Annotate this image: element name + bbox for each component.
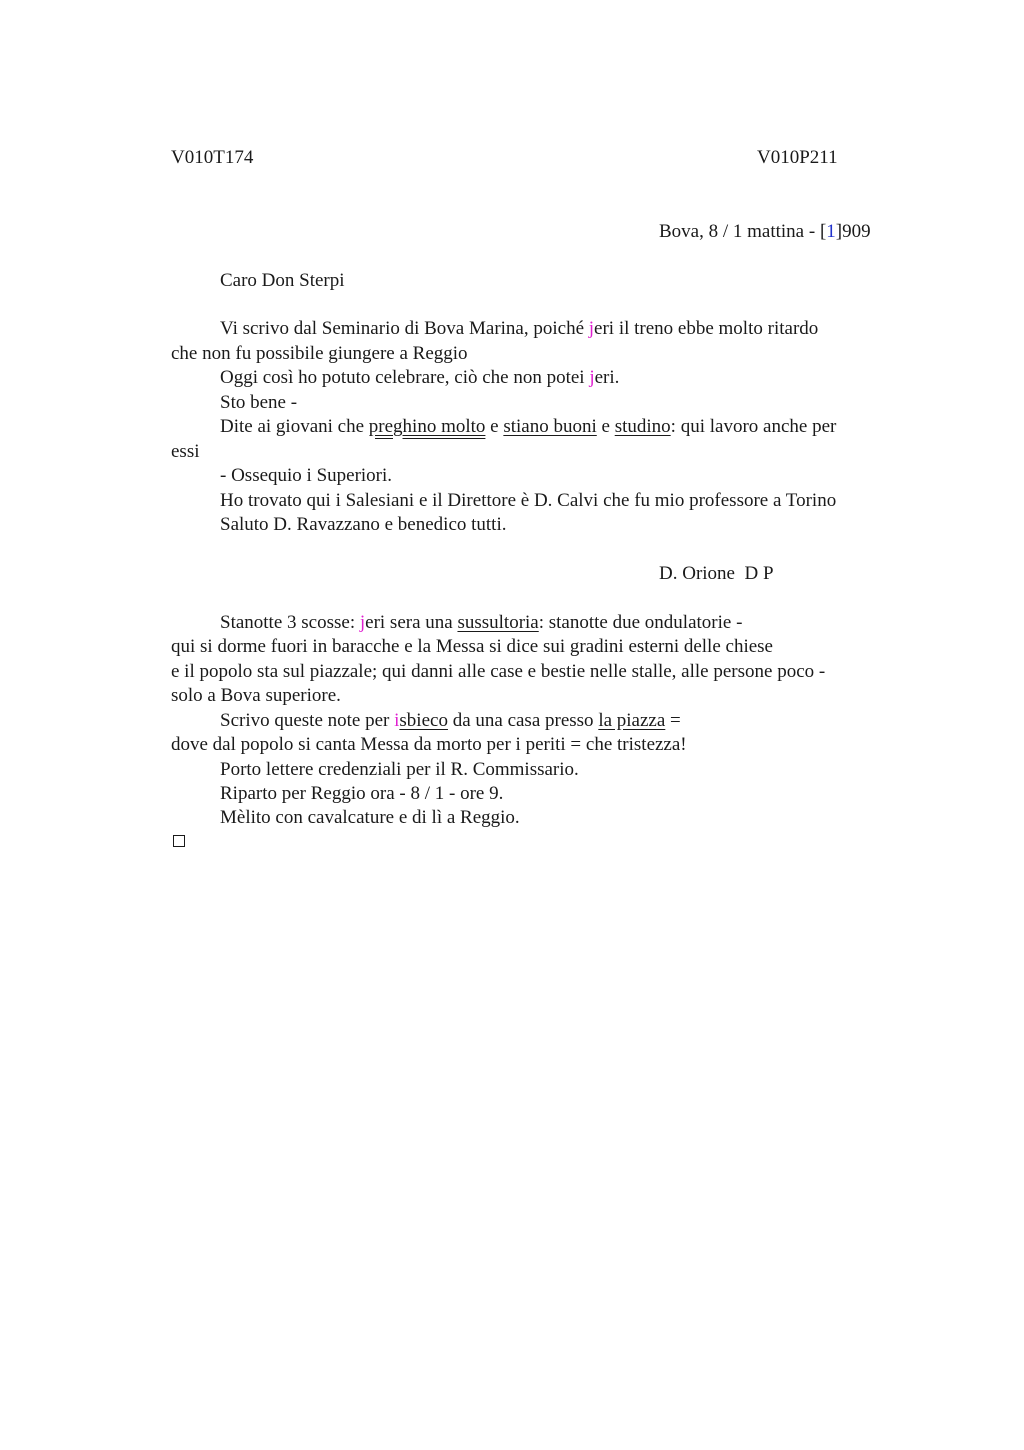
postscript-line: Porto lettere credenziali per il R. Commissario. — [220, 759, 579, 780]
end-marker-box — [173, 835, 185, 847]
postscript-line: dove dal popolo si canta Messa da morto per i periti = che tristezza! — [171, 734, 687, 755]
letter-line: essi — [171, 441, 200, 462]
editorial-restoration: 1 — [826, 221, 836, 242]
letter-line: Oggi così ho potuto celebrare, ciò che non potei jeri. — [220, 367, 620, 388]
underlined-text: sussultoria — [457, 612, 539, 633]
postscript-line: solo a Bova superiore. — [171, 685, 341, 706]
letter-line: - Ossequio i Superiori. — [220, 465, 393, 486]
letter-line: Ho trovato qui i Salesiani e il Direttore è D. Calvi che fu mio professore a Torino — [220, 490, 837, 511]
underlined-text: studino — [614, 416, 671, 437]
document-code-left: V010T174 — [171, 147, 254, 168]
postscript-line: qui si dorme fuori in baracche e la Messa si dice sui gradini esterni delle chiese — [171, 636, 773, 657]
document-code-right: V010P211 — [757, 147, 838, 168]
dateline: Bova, 8 / 1 mattina - [1]909 — [659, 221, 871, 242]
letter-line: che non fu possibile giungere a Reggio — [171, 343, 468, 364]
double-underlined-text: preghino molto — [368, 416, 486, 437]
postscript-line: Scrivo queste note per isbieco da una casa presso la piazza = — [220, 710, 681, 731]
letter-line: Dite ai giovani che preghino molto e stiano buoni e studino: qui lavoro anche per — [220, 416, 837, 437]
postscript-line: Mèlito con cavalcature e di lì a Reggio. — [220, 807, 520, 828]
signature: D. Orione D P — [659, 563, 774, 584]
postscript-line: Stanotte 3 scosse: jeri sera una sussultoria: stanotte due ondulatorie - — [220, 612, 743, 633]
letter-line: Saluto D. Ravazzano e benedico tutti. — [220, 514, 507, 535]
underlined-text: la piazza — [598, 710, 666, 731]
underlined-text: sbieco — [399, 710, 448, 731]
postscript-line: e il popolo sta sul piazzale; qui danni alle case e bestie nelle stalle, alle persone poco - — [171, 661, 826, 682]
letter-line: Sto bene - — [220, 392, 298, 413]
underlined-text: stiano buoni — [503, 416, 597, 437]
postscript-line: Riparto per Reggio ora - 8 / 1 - ore 9. — [220, 783, 504, 804]
salutation: Caro Don Sterpi — [220, 270, 345, 291]
letter-line: Vi scrivo dal Seminario di Bova Marina, poiché jeri il treno ebbe molto ritardo — [220, 318, 819, 339]
